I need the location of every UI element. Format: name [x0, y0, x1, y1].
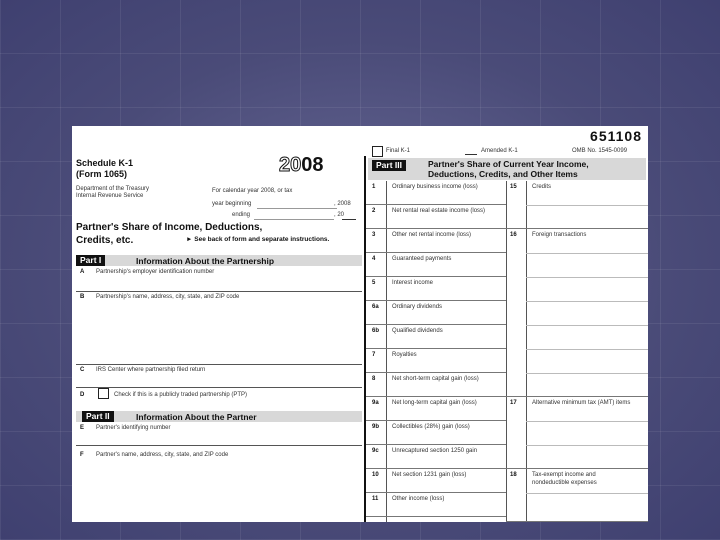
- line-label: Unrecaptured section 1250 gain: [392, 448, 478, 454]
- line-label: Other income (loss): [392, 496, 445, 502]
- code-subline: [526, 445, 648, 446]
- line-label-cont: nondeductible expenses: [532, 480, 597, 486]
- code-subline: [526, 277, 648, 278]
- row-divider: [506, 521, 648, 522]
- code-subline: [526, 325, 648, 326]
- part3-section: [366, 156, 648, 522]
- part3-right-row[interactable]: [506, 397, 648, 469]
- line-number: 17: [510, 400, 517, 406]
- line-number: 9c: [372, 448, 379, 454]
- part3-left-rows: [366, 181, 506, 522]
- line-label: Net short-term capital gain (loss): [392, 376, 479, 382]
- part3-line-row[interactable]: [366, 325, 506, 349]
- part3-line-row[interactable]: [366, 349, 506, 373]
- line-number: 9a: [372, 400, 379, 406]
- code-subline: [526, 493, 648, 494]
- part2-title: Information About the Partner: [136, 412, 257, 422]
- line-number: 18: [510, 472, 517, 478]
- year-beginning-label: year beginning: [212, 201, 252, 207]
- part1-item-c[interactable]: [76, 365, 362, 387]
- part1-title: Information About the Partnership: [136, 256, 275, 266]
- line-number: 2: [372, 208, 376, 214]
- ending-suffix: , 20: [334, 212, 345, 218]
- line-number: 3: [372, 232, 376, 238]
- line-number: 7: [372, 352, 376, 358]
- calendar-year-text: For calendar year 2008, or tax: [212, 188, 293, 194]
- code-subline: [526, 349, 648, 350]
- ending-label: ending: [232, 212, 251, 218]
- part3-line-row[interactable]: [366, 301, 506, 325]
- code-subline: [526, 253, 648, 254]
- part3-line-row[interactable]: [366, 397, 506, 421]
- line-label: Ordinary dividends: [392, 304, 443, 310]
- part3-right-row[interactable]: [506, 469, 648, 522]
- part2-tag: Part II: [82, 411, 114, 422]
- part3-line-row[interactable]: [366, 229, 506, 253]
- part1-item-d: [76, 388, 362, 406]
- item-text: Partnership's employer identification number: [96, 269, 215, 275]
- code-subline: [526, 373, 648, 374]
- part1-tag: Part I: [76, 255, 105, 266]
- ending-year-field[interactable]: [342, 219, 356, 220]
- line-label: Collectibles (28%) gain (loss): [392, 424, 470, 430]
- year-beginning-suffix: , 2008: [334, 201, 351, 207]
- line-number: 9b: [372, 424, 380, 430]
- line-number: 16: [510, 232, 517, 238]
- amended-k1-line: [465, 154, 477, 155]
- final-k1-label: Final K-1: [386, 148, 411, 154]
- department-line2: Internal Revenue Service: [76, 193, 144, 199]
- item-text: IRS Center where partnership filed return: [96, 367, 206, 373]
- schedule-k1-form: [72, 126, 648, 522]
- item-text: Partner's identifying number: [96, 425, 171, 431]
- tax-year: [279, 154, 324, 177]
- part3-header: [368, 158, 646, 180]
- code-subline: [526, 301, 648, 302]
- part3-line-row[interactable]: [366, 277, 506, 301]
- part3-right-row[interactable]: [506, 229, 648, 397]
- main-title-line2: Credits, etc.: [76, 235, 134, 246]
- part3-title-line1: Partner's Share of Current Year Income,: [428, 159, 589, 169]
- part1-item-b[interactable]: [76, 292, 362, 364]
- item-letter: B: [80, 294, 85, 300]
- see-back-text: See back of form and separate instructions.: [194, 236, 330, 243]
- part3-right-row[interactable]: [506, 181, 648, 229]
- item-letter: E: [80, 425, 85, 431]
- part2-header: [76, 411, 362, 422]
- part2-item-e[interactable]: [76, 423, 362, 445]
- line-label: Net rental real estate income (loss): [392, 208, 486, 214]
- item-text: Partner's name, address, city, state, and ZIP code: [96, 452, 229, 458]
- part2-item-f[interactable]: [76, 446, 362, 522]
- line-number: 11: [372, 496, 379, 502]
- line-label: Interest income: [392, 280, 434, 286]
- main-title-line1: Partner's Share of Income, Deductions,: [76, 222, 263, 233]
- year-beginning-field[interactable]: [257, 208, 337, 209]
- line-label: Credits: [532, 184, 552, 190]
- line-number: 10: [372, 472, 379, 478]
- part3-line-row[interactable]: [366, 469, 506, 493]
- line-label: Qualified dividends: [392, 328, 443, 334]
- item-text: Partnership's name, address, city, state, and ZIP code: [96, 294, 240, 300]
- row-divider: [366, 516, 506, 517]
- part1-header: [76, 255, 362, 266]
- line-number: 1: [372, 184, 376, 190]
- line-label: Tax-exempt income and: [532, 472, 596, 478]
- item-text: Check if this is a publicly traded partnership (PTP): [114, 392, 248, 398]
- part3-title-line2: Deductions, Credits, and Other Items: [428, 169, 578, 179]
- form-number: 651108: [590, 128, 642, 144]
- line-label: Foreign transactions: [532, 232, 587, 238]
- code-subline: [526, 205, 648, 206]
- line-label: Net long-term capital gain (loss): [392, 400, 477, 406]
- code-subline: [526, 421, 648, 422]
- line-number: 6b: [372, 328, 380, 334]
- ending-field[interactable]: [254, 219, 334, 220]
- amended-k1-label: Amended K-1: [481, 148, 518, 154]
- tax-year-bold: 08: [301, 154, 324, 176]
- part3-line-row[interactable]: [366, 253, 506, 277]
- line-label: Net section 1231 gain (loss): [392, 472, 467, 478]
- line-label: Other net rental income (loss): [392, 232, 472, 238]
- item-letter: C: [80, 367, 85, 373]
- line-number: 5: [372, 280, 376, 286]
- item-letter: D: [80, 392, 85, 398]
- department-line1: Department of the Treasury: [76, 186, 150, 192]
- line-number: 15: [510, 184, 517, 190]
- part3-right-rows: [506, 181, 648, 522]
- line-number: 6a: [372, 304, 379, 310]
- part1-item-a[interactable]: [76, 267, 362, 291]
- see-back-note: [186, 236, 329, 243]
- omb-number: OMB No. 1545-0099: [572, 148, 628, 154]
- part3-line-row[interactable]: [366, 421, 506, 445]
- item-letter: A: [80, 269, 85, 275]
- tax-year-outline: 20: [279, 154, 302, 176]
- part3-line-row[interactable]: [366, 373, 506, 397]
- line-label: Ordinary business income (loss): [392, 184, 478, 190]
- part3-line-row[interactable]: [366, 181, 506, 205]
- line-number: 4: [372, 256, 376, 262]
- ptp-checkbox[interactable]: [98, 388, 109, 399]
- arrow-right-icon: ►: [186, 236, 193, 243]
- schedule-title: Schedule K-1: [76, 158, 134, 168]
- line-number: 8: [372, 376, 376, 382]
- line-label: Alternative minimum tax (AMT) items: [532, 400, 631, 406]
- line-label: Guaranteed payments: [392, 256, 452, 262]
- item-letter: F: [80, 452, 84, 458]
- part3-line-row[interactable]: [366, 445, 506, 469]
- part3-tag: Part III: [372, 160, 406, 171]
- part3-line-row[interactable]: [366, 493, 506, 517]
- line-label: Royalties: [392, 352, 417, 358]
- form-reference: (Form 1065): [76, 169, 128, 179]
- part3-line-row[interactable]: [366, 205, 506, 229]
